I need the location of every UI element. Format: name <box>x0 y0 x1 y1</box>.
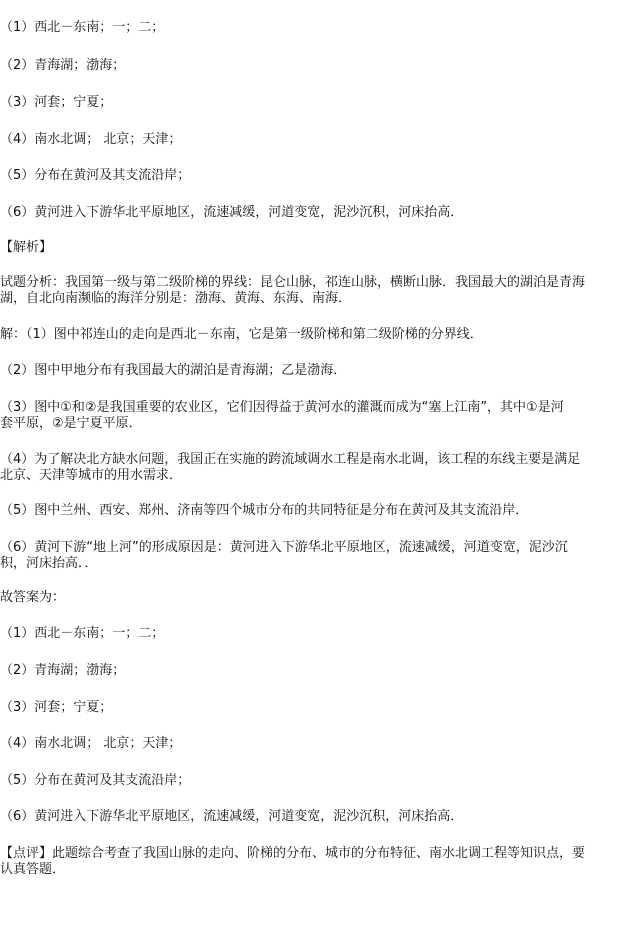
solution-4-line-1: （4）为了解决北方缺水问题，我国正在实施的跨流域调水工程是南水北调，该工程的东线主要是满足 <box>0 452 581 467</box>
answer-bottom-6: （6）黄河进入下游华北平原地区，流速减缓，河道变宽，泥沙沉积，河床抬高． <box>0 809 464 824</box>
answer-bottom-1: （1）西北－东南；一；二； <box>0 626 165 641</box>
analysis-intro-line-1: 试题分析：我国第一级与第二级阶梯的界线：昆仑山脉，祁连山脉，横断山脉．我国最大的湖泊是青海 <box>0 275 586 290</box>
answer-bottom-4: （4）南水北调； 北京；天津； <box>0 736 182 751</box>
final-heading: 故答案为： <box>0 590 66 605</box>
analysis-heading: 【解析】 <box>0 240 53 255</box>
answer-top-3: （3）河套；宁夏； <box>0 95 113 110</box>
comment-line-2: 认真答题． <box>0 862 66 877</box>
solution-6-line-1: （6）黄河下游“地上河”的形成原因是：黄河进入下游华北平原地区，流速减缓，河道变宽，泥沙沉 <box>0 540 568 555</box>
solution-1: 解：（1）图中祁连山的走向是西北－东南，它是第一级阶梯和第二级阶梯的分界线． <box>0 327 483 342</box>
solution-4-line-2: 北京、天津等城市的用水需求． <box>0 468 183 483</box>
answer-top-5: （5）分布在黄河及其支流沿岸； <box>0 168 191 183</box>
solution-6-line-2: 积，河床抬高．． <box>0 556 98 571</box>
solution-3-line-1: （3）图中①和②是我国重要的农业区，它们因得益于黄河水的灌溉而成为“塞上江南”，其中①是河 <box>0 400 564 415</box>
solution-3-line-2: 套平原，②是宁夏平原． <box>0 416 142 431</box>
solution-2: （2）图中甲地分布有我国最大的湖泊是青海湖；乙是渤海． <box>0 363 347 378</box>
answer-top-2: （2）青海湖；渤海； <box>0 58 126 73</box>
analysis-intro-line-2: 湖，自北向南濒临的海洋分别是：渤海、黄海、东海、南海． <box>0 291 352 306</box>
answer-top-4: （4）南水北调； 北京；天津； <box>0 132 182 147</box>
answer-bottom-5: （5）分布在黄河及其支流沿岸； <box>0 773 191 788</box>
answer-top-6: （6）黄河进入下游华北平原地区，流速减缓，河道变宽，泥沙沉积，河床抬高． <box>0 205 464 220</box>
answer-top-1: （1）西北－东南；一；二； <box>0 20 165 35</box>
comment-line-1: 【点评】此题综合考查了我国山脉的走向、阶梯的分布、城市的分布特征、南水北调工程等知识点，要 <box>0 846 586 861</box>
answer-bottom-2: （2）青海湖；渤海； <box>0 663 126 678</box>
solution-5: （5）图中兰州、西安、郑州、济南等四个城市分布的共同特征是分布在黄河及其支流沿岸． <box>0 503 529 518</box>
answer-bottom-3: （3）河套；宁夏； <box>0 700 113 715</box>
